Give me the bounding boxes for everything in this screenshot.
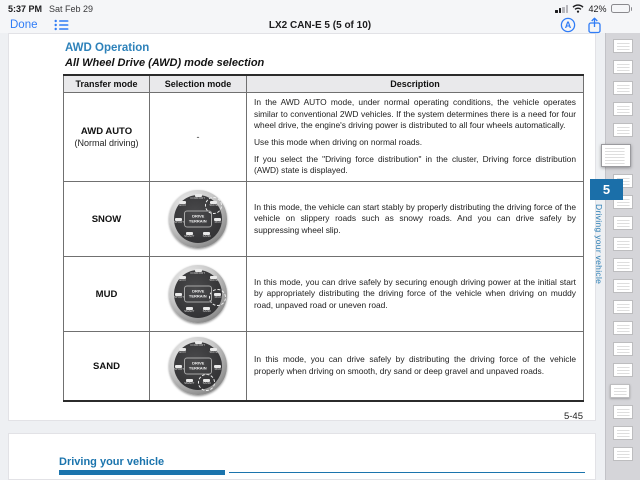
selection-mode-dash: -: [196, 132, 200, 142]
sport-mode-icon: SPORT: [173, 218, 185, 228]
mud-mode-icon: MUD: [211, 218, 223, 228]
comfort-mode-icon: COMFORT: [192, 341, 204, 351]
page-thumbnail[interactable]: [613, 321, 633, 335]
page-thumbnail[interactable]: [613, 405, 633, 419]
sand-mode-icon: SAND: [201, 232, 213, 242]
sport-mode-icon: SPORT: [173, 365, 185, 375]
thumbnail-list: [606, 33, 640, 468]
chapter-rule-line: [229, 472, 585, 474]
selection-mode-cell: [150, 93, 247, 182]
table-row: [64, 257, 584, 332]
page-thumbnail[interactable]: [613, 60, 633, 74]
description-paragraph: If you select the "Driving force distribution" in the cluster, Driving force distribution (AWD) state is displayed.: [254, 153, 576, 176]
transfer-mode-name: AWD AUTO: [80, 126, 133, 137]
sand-mode-icon: SAND: [201, 379, 213, 389]
date: Sat Feb 29: [49, 3, 94, 14]
nav-right-actions: [560, 17, 630, 34]
awd-mode-table: [63, 74, 584, 402]
battery-icon: [611, 4, 633, 13]
chapter-rule: [59, 470, 585, 476]
chapter-rule-bar: [59, 470, 225, 475]
description-cell: [247, 332, 584, 402]
page-thumbnail[interactable]: [613, 237, 633, 251]
drive-terrain-dial: [169, 337, 227, 395]
status-left: [8, 4, 100, 14]
col-header-selection-mode: Selection mode: [150, 75, 247, 93]
svg-text:A: A: [564, 20, 572, 31]
page-thumbnail-current[interactable]: [601, 144, 631, 167]
col-header-description: Description: [247, 75, 584, 93]
snow-mode-icon: SNOW: [208, 348, 220, 358]
transfer-mode-cell: [64, 332, 150, 402]
table-row: [64, 93, 584, 182]
transfer-mode-name: SNOW: [91, 213, 122, 225]
table-of-contents-icon[interactable]: [54, 19, 69, 31]
description-paragraph: Use this mode when driving on normal roads.: [254, 137, 423, 147]
page-thumbnail[interactable]: [613, 81, 633, 95]
page-thumbnail[interactable]: [613, 123, 633, 137]
page-thumbnail[interactable]: [613, 39, 633, 53]
transfer-mode-cell: [64, 93, 150, 182]
top-bars: [0, 0, 640, 33]
battery-percent: 42%: [588, 3, 607, 14]
page-number: 5-45: [563, 411, 583, 422]
selection-mode-cell: [150, 332, 247, 402]
section-subheading: All Wheel Drive (AWD) mode selection: [65, 57, 265, 69]
page-thumbnail[interactable]: [613, 300, 633, 314]
nav-bar: [0, 15, 640, 35]
reader-mode-icon[interactable]: [560, 17, 576, 33]
page-thumbnail[interactable]: [613, 342, 633, 356]
clock: 5:37 PM: [8, 3, 43, 14]
table-row: [64, 332, 584, 402]
description-paragraph: In the AWD AUTO mode, under normal operating conditions, the vehicle operates similar to conventional 2WD vehicles. If the system determines there is a need for four wheel drive, the engine's driving power is distributed to all four wheels automatically.: [254, 97, 576, 131]
smart-mode-icon: SMART: [183, 379, 195, 389]
dial-center-label: DRIVE TERRAIN: [184, 358, 212, 375]
snow-mode-icon: SNOW: [208, 276, 220, 286]
table-header-row: [64, 75, 584, 93]
done-button[interactable]: Done: [10, 19, 38, 31]
drive-terrain-dial: [169, 190, 227, 248]
selection-mode-cell: [150, 182, 247, 257]
section-heading: AWD Operation: [65, 42, 150, 54]
transfer-mode-cell: [64, 182, 150, 257]
page-thumbnail[interactable]: [613, 216, 633, 230]
transfer-mode-name: SAND: [93, 360, 120, 372]
section-vertical-label: Driving your vehicle: [594, 204, 604, 285]
page-thumbnail[interactable]: [613, 102, 633, 116]
dial-center-label: DRIVE TERRAIN: [184, 211, 212, 228]
awd-table-body: [64, 93, 584, 402]
section-number-badge[interactable]: 5: [590, 179, 623, 200]
col-header-transfer-mode: Transfer mode: [64, 75, 150, 93]
document-title: LX2 CAN-E 5 (5 of 10): [268, 19, 372, 31]
transfer-mode-subtitle: (Normal driving): [74, 138, 139, 148]
description-cell: [247, 182, 584, 257]
status-right: [555, 4, 632, 14]
page-thumbnail[interactable]: [610, 384, 630, 398]
description-cell: [247, 93, 584, 182]
eco-mode-icon: ECO: [176, 348, 188, 358]
mud-mode-icon: MUD: [211, 293, 223, 303]
smart-mode-icon: SMART: [183, 307, 195, 317]
eco-mode-icon: ECO: [176, 276, 188, 286]
mud-mode-icon: MUD: [211, 365, 223, 375]
page-thumbnail[interactable]: [613, 447, 633, 461]
smart-mode-icon: SMART: [183, 232, 195, 242]
sand-mode-icon: SAND: [201, 307, 213, 317]
description-paragraph: In this mode, you can drive safely by distributing the driving force of the vehicle properly when driving on smooth, dry sand or deep gravel and unpaved roads.: [254, 354, 576, 376]
selection-mode-cell: [150, 257, 247, 332]
description-paragraph: In this mode, you can drive safely by securing enough driving power at the initial start by appropriately distributing the driving force of the vehicle when driving on muddy road, unpaved road or uneven road.: [254, 276, 576, 310]
dial-center-label: DRIVE TERRAIN: [184, 286, 212, 303]
transfer-mode-cell: [64, 257, 150, 332]
snow-mode-icon: SNOW: [208, 201, 220, 211]
comfort-mode-icon: COMFORT: [192, 194, 204, 204]
table-row: [64, 182, 584, 257]
transfer-mode-name: MUD: [95, 288, 118, 300]
description-cell: [247, 257, 584, 332]
drive-terrain-dial: [169, 265, 227, 323]
sport-mode-icon: SPORT: [173, 293, 185, 303]
description-paragraph: In this mode, the vehicle can start stably by properly distributing the driving force of the vehicle on slippery roads such as snowy roads. And you can drive safely by suppressing wheel slip.: [254, 201, 576, 235]
share-icon[interactable]: [587, 17, 602, 34]
pdf-page-next[interactable]: [8, 433, 596, 480]
page-thumbnail[interactable]: [613, 258, 633, 272]
eco-mode-icon: ECO: [176, 201, 188, 211]
comfort-mode-icon: COMFORT: [192, 269, 204, 279]
page-thumbnail[interactable]: [613, 279, 633, 293]
page-thumbnail-strip: [594, 33, 640, 480]
wifi-icon: [572, 4, 584, 13]
page-thumbnail[interactable]: [613, 363, 633, 377]
cellular-signal-icon: [555, 5, 568, 13]
status-bar: [0, 0, 640, 15]
pdf-page-current[interactable]: [8, 33, 596, 421]
page-thumbnail[interactable]: [613, 426, 633, 440]
chapter-header: Driving your vehicle: [59, 456, 165, 468]
